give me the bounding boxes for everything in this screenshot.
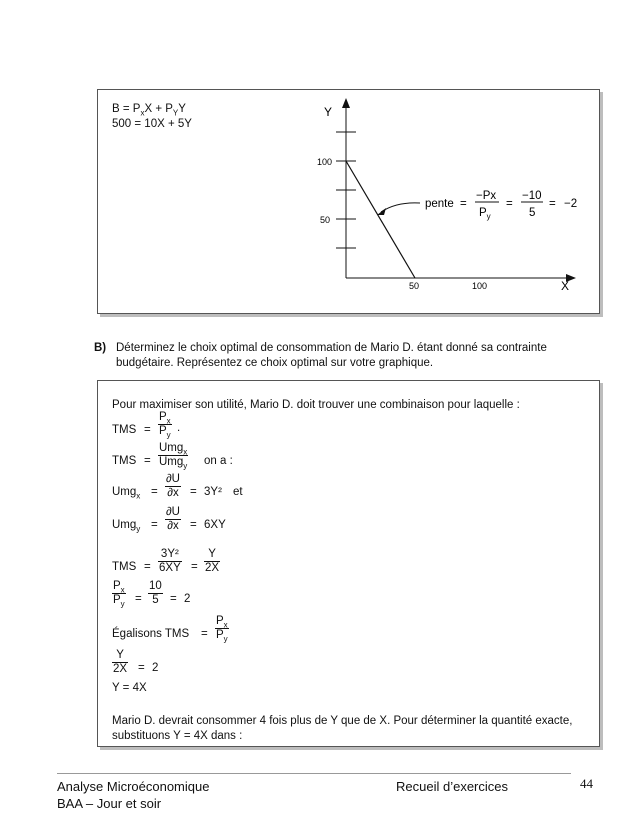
px-numerator: $P_x$ bbox=[113, 580, 125, 595]
conclusion-line-2: substituons Y = 4X dans : bbox=[112, 730, 243, 742]
x-tick-label-50: 50 bbox=[409, 281, 420, 291]
umgy-value: 6XY bbox=[204, 519, 226, 531]
equals-sign: = bbox=[549, 198, 556, 210]
y-tick-label-100: 100 bbox=[317, 157, 333, 167]
question-label: B) bbox=[94, 342, 107, 354]
y-tick-label-50: 50 bbox=[320, 215, 331, 225]
y-equals-4x: Y = 4X bbox=[112, 682, 147, 694]
twox-denominator: 2X bbox=[205, 562, 220, 574]
question-line-1: Déterminez le choix optimal de consommation de Mario D. étant donné sa contrainte bbox=[116, 342, 547, 354]
x-tick-label-100: 100 bbox=[472, 281, 488, 291]
px-numerator: $P_x$ bbox=[159, 411, 171, 426]
slope-result: −2 bbox=[564, 198, 578, 210]
egalisons-text: Égalisons TMS bbox=[112, 628, 190, 640]
tms-label: TMS bbox=[112, 424, 137, 436]
budget-line-graph bbox=[98, 90, 599, 313]
partial-x: ∂x bbox=[167, 520, 179, 532]
price-ratio-fraction bbox=[215, 615, 229, 642]
partial-u: ∂U bbox=[166, 506, 180, 518]
y-numerator: Y bbox=[204, 548, 220, 562]
equality-result: 2 bbox=[152, 662, 159, 674]
ten-numerator: 10 bbox=[149, 580, 162, 592]
five-denominator: 5 bbox=[152, 594, 159, 606]
solution-intro: Pour maximiser son utilité, Mario D. doit trouver une combinaison pour laquelle : bbox=[112, 399, 520, 411]
budget-equation: $B = P_xX + P_YY$ bbox=[112, 103, 186, 118]
equals-sign: = bbox=[170, 593, 177, 605]
py-denominator: $P_y$ bbox=[113, 594, 125, 609]
period: . bbox=[177, 422, 181, 434]
equals-sign: = bbox=[151, 519, 158, 531]
tms-label: TMS bbox=[112, 561, 137, 573]
umgx-value: 3Y² bbox=[204, 486, 222, 498]
footer-program: BAA – Jour et soir bbox=[57, 796, 162, 811]
twox-denominator: 2X bbox=[113, 663, 128, 675]
umgy-label: Umg$_y$ bbox=[112, 519, 141, 534]
question-line-2: budgétaire. Représentez ce choix optimal sur votre graphique. bbox=[116, 357, 434, 369]
slope-pointer-arrow bbox=[381, 203, 420, 212]
y-axis-label: Y bbox=[324, 105, 333, 119]
price-ratio-fraction bbox=[158, 411, 172, 438]
partial-derivative-x bbox=[165, 473, 181, 500]
budget-equation-values: 500 = 10X + 5Y bbox=[112, 118, 192, 130]
page-number: 44 bbox=[580, 776, 593, 791]
et-text: et bbox=[233, 486, 243, 498]
equals-sign: = bbox=[190, 486, 197, 498]
slope-denominator: $P_y$ bbox=[479, 207, 491, 221]
equals-sign: = bbox=[138, 662, 145, 674]
tms-simplified-fraction bbox=[204, 548, 220, 575]
equals-sign: = bbox=[190, 519, 197, 531]
py-denominator: $P_y$ bbox=[216, 629, 228, 644]
slope-pointer-arrowhead bbox=[377, 208, 386, 215]
solution-box bbox=[97, 380, 600, 747]
partial-derivative-y bbox=[165, 506, 181, 533]
pente-label: pente bbox=[425, 198, 454, 210]
tms-numerator: 3Y² bbox=[158, 548, 182, 562]
equals-sign: = bbox=[151, 486, 158, 498]
on-a-text: on a : bbox=[204, 455, 233, 467]
y-axis-arrow bbox=[342, 98, 350, 108]
footer-course-title: Analyse Microéconomique bbox=[57, 779, 210, 794]
tms-denominator: 6XY bbox=[159, 562, 181, 574]
umgx-label: Umg$_x$ bbox=[112, 486, 141, 501]
price-ratio-fraction bbox=[112, 580, 126, 607]
ratio-result: 2 bbox=[184, 593, 191, 605]
umgy-denominator: Umg$_y$ bbox=[159, 456, 188, 471]
equals-sign: = bbox=[144, 561, 151, 573]
equals-sign: = bbox=[460, 198, 467, 210]
py-denominator: $P_y$ bbox=[159, 425, 171, 440]
umgx-numerator: Umg$_x$ bbox=[159, 442, 188, 457]
px-numerator: $P_x$ bbox=[216, 615, 228, 630]
equals-sign: = bbox=[191, 561, 198, 573]
budget-graph-box bbox=[97, 89, 600, 314]
x-axis-label: X bbox=[561, 279, 570, 293]
footer-rule bbox=[57, 773, 571, 774]
slope-value-denominator: 5 bbox=[529, 207, 536, 219]
tms-computed-fraction bbox=[158, 548, 182, 575]
y-numerator: Y bbox=[112, 649, 128, 663]
conclusion-line-1: Mario D. devrait consommer 4 fois plus de Y que de X. Pour déterminer la quantité exacte, bbox=[112, 715, 573, 727]
equals-sign: = bbox=[506, 198, 513, 210]
budget-line bbox=[346, 161, 415, 278]
equals-sign: = bbox=[144, 455, 151, 467]
partial-x: ∂x bbox=[167, 487, 179, 499]
slope-numerator: −Px bbox=[476, 190, 497, 202]
footer-collection-title: Recueil d’exercices bbox=[396, 779, 508, 794]
tms-label: TMS bbox=[112, 455, 137, 467]
equals-sign: = bbox=[135, 593, 142, 605]
marginal-utility-ratio bbox=[158, 442, 188, 469]
y-over-2x-fraction bbox=[112, 649, 128, 676]
equals-sign: = bbox=[144, 424, 151, 436]
slope-value-numerator: −10 bbox=[522, 190, 542, 202]
partial-u: ∂U bbox=[166, 473, 180, 485]
equals-sign: = bbox=[201, 628, 208, 640]
price-value-fraction bbox=[148, 580, 163, 607]
